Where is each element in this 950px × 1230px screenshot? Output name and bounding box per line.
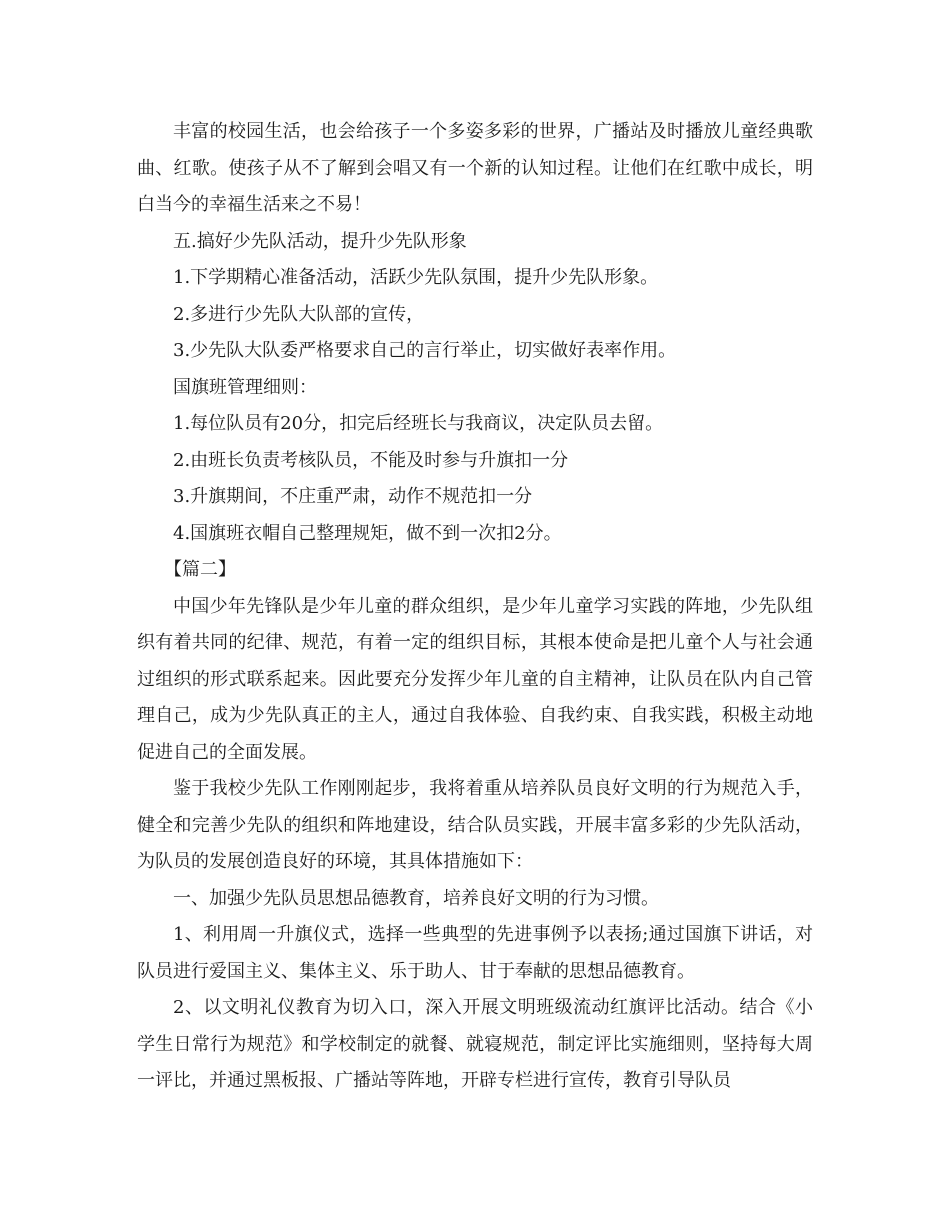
paragraph-pioneers-intro: 中国少年先锋队是少年儿童的群众组织，是少年儿童学习实践的阵地，少先队组织有着共同的纪律、规范，有着一定的组织目标，其根本使命是把儿童个人与社会通过组织的形式联系起来。因此要充分发挥少年儿童的自主精神，让队员在队内自己管理自己，成为少先队真正的主人，通过自我体验、自我约束、自我实践，积极主动地促进自己的全面发展。 bbox=[137, 595, 813, 763]
section-heading-one: 一、加强少先队员思想品德教育，培养良好文明的行为习惯。 bbox=[173, 887, 659, 909]
document-body bbox=[137, 114, 813, 1100]
paragraph-campus-life: 丰富的校园生活，也会给孩子一个多姿多彩的世界，广播站及时播放儿童经典歌曲、红歌。使孩子从不了解到会唱又有一个新的认知过程。让他们在红歌中成长，明白当今的幸福生活来之不易！ bbox=[137, 121, 813, 215]
list-item: 1、利用周一升旗仪式，选择一些典型的先进事例予以表扬;通过国旗下讲话，对队员进行爱国主义、集体主义、乐于助人、甘于奉献的思想品德教育。 bbox=[137, 924, 813, 982]
list-item: 4.国旗班衣帽自己整理规矩，做不到一次扣2分。 bbox=[173, 522, 562, 544]
list-item: 3.少先队大队委严格要求自己的言行举止，切实做好表率作用。 bbox=[173, 340, 677, 361]
list-item: 2.多进行少先队大队部的宣传， bbox=[173, 303, 425, 325]
list-item: 1.下学期精心准备活动，活跃少先队氛围，提升少先队形象。 bbox=[173, 267, 659, 288]
list-item: 2.由班长负责考核队员，不能及时参与升旗扣一分 bbox=[173, 449, 569, 471]
list-item: 1.每位队员有20分，扣完后经班长与我商议，决定队员去留。 bbox=[173, 413, 664, 434]
list-item: 3.升旗期间，不庄重严肃，动作不规范扣一分 bbox=[173, 486, 533, 507]
list-item: 2、以文明礼仪教育为切入口，深入开展文明班级流动红旗评比活动。结合《小学生日常行为规范》和学校制定的就餐、就寝规范，制定评比实施细则，坚持每大周一评比，并通过黑板报、广播站等阵地，开辟专栏进行宣传，教育引导队员 bbox=[137, 997, 813, 1091]
paragraph-measures-intro: 鉴于我校少先队工作刚刚起步，我将着重从培养队员良好文明的行为规范入手，健全和完善少先队的组织和阵地建设，结合队员实践，开展丰富多彩的少先队活动，为队员的发展创造良好的环境，其具体措施如下： bbox=[137, 778, 813, 872]
chapter-heading-part-two: 【篇二】 bbox=[164, 559, 236, 580]
flag-team-rules-heading: 国旗班管理细则： bbox=[173, 376, 317, 398]
section-heading-five: 五.搞好少先队活动，提升少先队形象 bbox=[173, 230, 467, 252]
